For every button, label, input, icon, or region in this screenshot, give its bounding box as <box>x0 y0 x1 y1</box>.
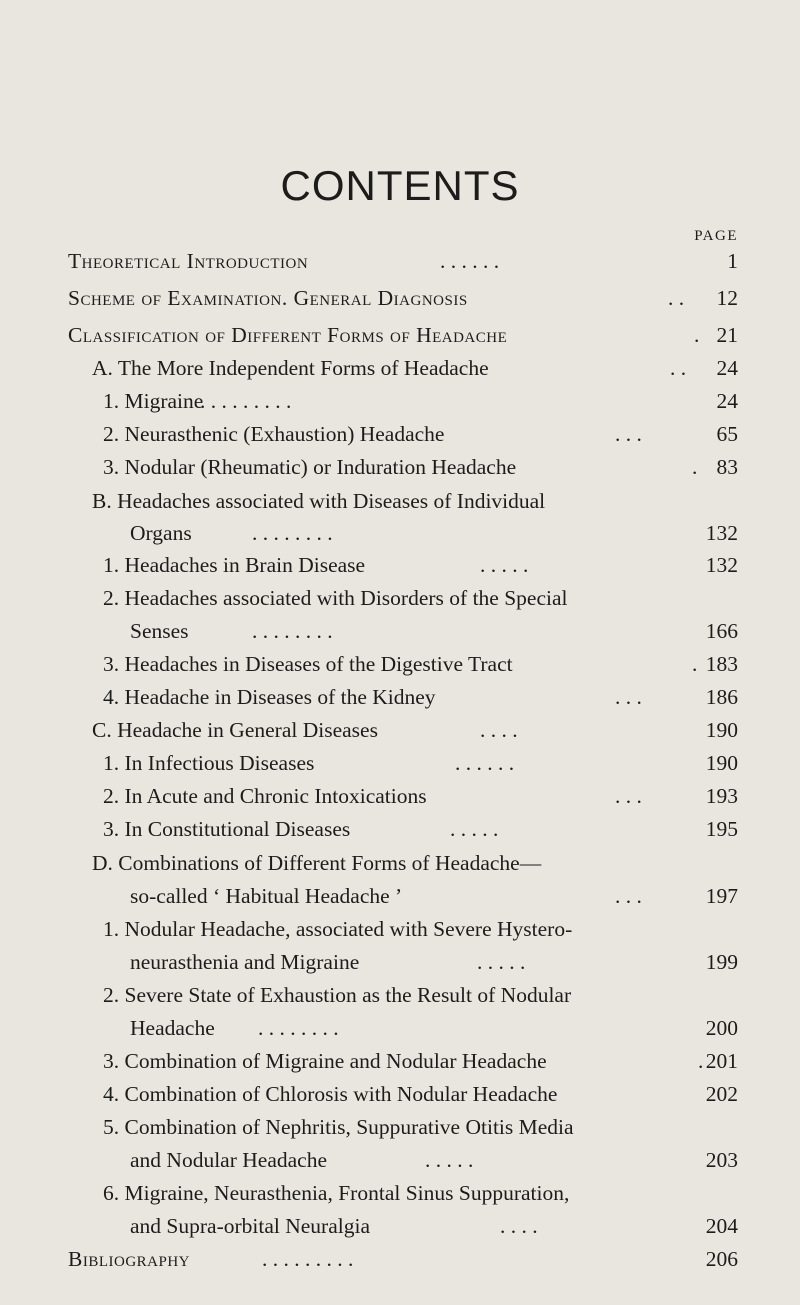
toc-entry-title: 2. In Acute and Chronic Intoxications <box>103 784 427 808</box>
toc-entry-title: and Supra-orbital Neuralgia <box>130 1214 370 1238</box>
toc-leader-dots: . <box>694 323 700 347</box>
toc-entry-title: Organs <box>130 521 192 545</box>
toc-entry-title: so-called ‘ Habitual Headache ’ <box>130 884 403 908</box>
toc-entry <box>0 583 800 613</box>
toc-page-number: 24 <box>716 356 738 380</box>
toc-leader-dots: . . . <box>615 784 642 808</box>
toc-leader-dots: . . . . . <box>450 817 499 841</box>
toc-page-number: 186 <box>705 685 738 709</box>
toc-entry-title: D. Combinations of Different Forms of Headache— <box>92 851 542 875</box>
toc-page-number: 197 <box>705 884 738 908</box>
toc-leader-dots: . . . . . . . . <box>252 521 333 545</box>
toc-leader-dots: . . . . <box>480 718 518 742</box>
toc-entry <box>0 616 800 646</box>
toc-entry-title: 3. In Constitutional Diseases <box>103 817 351 841</box>
toc-entry-title: 1. Nodular Headache, associated with Severe Hystero- <box>103 917 573 941</box>
toc-leader-dots: . . . . . <box>480 553 529 577</box>
toc-entry <box>0 419 800 449</box>
toc-entry <box>0 1244 800 1274</box>
toc-entry <box>0 848 800 878</box>
toc-entry-title: 3. Nodular (Rheumatic) or Induration Headache <box>103 455 517 479</box>
toc-leader-dots: . . . . . . . . <box>258 1016 339 1040</box>
toc-entry <box>0 1013 800 1043</box>
toc-entry <box>0 486 800 516</box>
page-column-label: PAGE <box>694 228 738 244</box>
toc-page-number: 193 <box>705 784 738 808</box>
toc-entry-title: Classification of Different Forms of Headache <box>68 323 508 347</box>
toc-page-number: 132 <box>705 521 738 545</box>
toc-entry-title: 3. Combination of Migraine and Nodular Headache <box>103 1049 547 1073</box>
toc-leader-dots: . . <box>668 286 685 310</box>
toc-page-number: 83 <box>716 455 738 479</box>
toc-entry-title: 4. Combination of Chlorosis with Nodular Headache <box>103 1082 558 1106</box>
toc-entry-title: neurasthenia and Migraine <box>130 950 360 974</box>
toc-entry <box>0 781 800 811</box>
toc-entry <box>0 947 800 977</box>
toc-entry-title: Headache <box>130 1016 215 1040</box>
toc-leader-dots: . . . . . . <box>455 751 515 775</box>
toc-entry <box>0 283 800 313</box>
toc-entry <box>0 550 800 580</box>
toc-entry-title: 2. Severe State of Exhaustion as the Result of Nodular <box>103 983 572 1007</box>
toc-entry-title: 1. Headaches in Brain Disease <box>103 553 366 577</box>
toc-leader-dots: . . . . . <box>477 950 526 974</box>
toc-leader-dots: . . . . . . . . . <box>262 1247 354 1271</box>
toc-leader-dots: . . <box>670 356 687 380</box>
toc-page-number: 201 <box>705 1049 738 1073</box>
toc-leader-dots: . . . <box>615 422 642 446</box>
toc-entry-title: Theoretical Introduction <box>68 249 309 273</box>
toc-page-number: 200 <box>705 1016 738 1040</box>
toc-entry-title: B. Headaches associated with Diseases of Individual <box>92 489 546 513</box>
toc-leader-dots: . . . . . . . . <box>252 619 333 643</box>
toc-entry <box>0 1145 800 1175</box>
toc-entry <box>0 1211 800 1241</box>
toc-entry-title: C. Headache in General Diseases <box>92 718 378 742</box>
toc-entry <box>0 1112 800 1142</box>
toc-entry <box>0 386 800 416</box>
toc-page-number: 166 <box>705 619 738 643</box>
toc-entry <box>0 914 800 944</box>
toc-page-number: 12 <box>716 286 738 310</box>
toc-entry <box>0 1079 800 1109</box>
toc-page-number: 21 <box>716 323 738 347</box>
toc-entry <box>0 682 800 712</box>
toc-entry-title: Senses <box>130 619 189 643</box>
toc-leader-dots: . . . <box>615 685 642 709</box>
toc-leader-dots: . . . <box>615 884 642 908</box>
toc-entry <box>0 748 800 778</box>
toc-page-number: 206 <box>705 1247 738 1271</box>
toc-page-number: 190 <box>705 718 738 742</box>
toc-entry <box>0 814 800 844</box>
toc-entry-title: 1. Migraine <box>103 389 204 413</box>
toc-leader-dots: . . . . <box>500 1214 538 1238</box>
toc-page-number: 204 <box>705 1214 738 1238</box>
toc-entry <box>0 353 800 383</box>
toc-page-number: 183 <box>705 652 738 676</box>
toc-page-number: 190 <box>705 751 738 775</box>
toc-entry <box>0 881 800 911</box>
toc-leader-dots: . . . . . . <box>440 249 500 273</box>
toc-entry-title: 1. In Infectious Diseases <box>103 751 315 775</box>
toc-entry <box>0 980 800 1010</box>
toc-page-number: 132 <box>705 553 738 577</box>
toc-entry <box>0 452 800 482</box>
toc-entry-title: 3. Headaches in Diseases of the Digestive Tract <box>103 652 513 676</box>
toc-entry <box>0 518 800 548</box>
toc-leader-dots: . <box>692 455 698 479</box>
toc-leader-dots: . . . . . . . . . <box>200 389 292 413</box>
toc-leader-dots: . <box>698 1049 704 1073</box>
toc-page-number: 202 <box>705 1082 738 1106</box>
toc-entry-title: A. The More Independent Forms of Headache <box>92 356 489 380</box>
toc-entry-title: 2. Neurasthenic (Exhaustion) Headache <box>103 422 445 446</box>
toc-leader-dots: . <box>692 652 698 676</box>
toc-entry <box>0 649 800 679</box>
toc-entry <box>0 246 800 276</box>
toc-leader-dots: . . . . . <box>425 1148 474 1172</box>
toc-entry-title: 4. Headache in Diseases of the Kidney <box>103 685 436 709</box>
toc-page-number: 65 <box>716 422 738 446</box>
toc-entry-title: Bibliography <box>68 1247 191 1271</box>
toc-entry-title: 6. Migraine, Neurasthenia, Frontal Sinus Suppuration, <box>103 1181 570 1205</box>
toc-page-number: 203 <box>705 1148 738 1172</box>
toc-entry-title: Scheme of Examination. General Diagnosis <box>68 286 468 310</box>
toc-page-number: 1 <box>727 249 738 273</box>
toc-page-number: 24 <box>716 389 738 413</box>
page-title: CONTENTS <box>280 162 520 209</box>
toc-entry-title: and Nodular Headache <box>130 1148 327 1172</box>
toc-page-number: 199 <box>705 950 738 974</box>
toc-page-number: 195 <box>705 817 738 841</box>
toc-entry <box>0 320 800 350</box>
toc-entry-title: 2. Headaches associated with Disorders of the Special <box>103 586 568 610</box>
toc-entry <box>0 1178 800 1208</box>
toc-entry <box>0 1046 800 1076</box>
toc-entry-title: 5. Combination of Nephritis, Suppurative Otitis Media <box>103 1115 574 1139</box>
toc-entry <box>0 715 800 745</box>
